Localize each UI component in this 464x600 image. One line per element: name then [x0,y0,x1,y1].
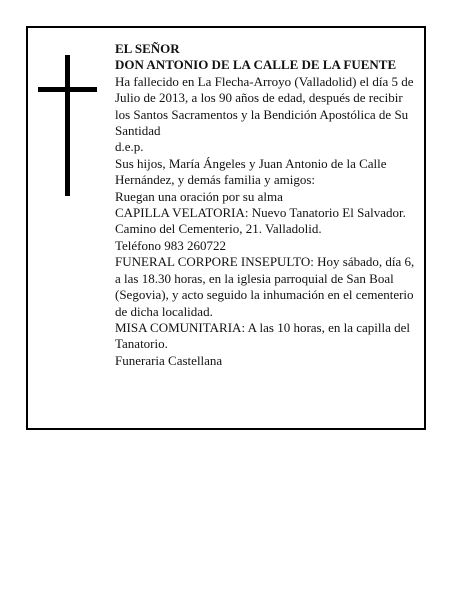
cross-icon [38,55,97,196]
obituary-notice [26,26,426,430]
family-text: Sus hijos, María Ángeles y Juan Antonio de la Calle Hernández, y demás familia y amigos: [115,155,387,188]
funeral-info: FUNERAL CORPORE INSEPULTO: Hoy sábado, día 6, a las 18.30 horas, en la iglesia parroquial de San Boal (Segovia), y acto seguido la inhumación en el cementerio de dicha localidad. [115,254,415,319]
funeral-home: Funeraria Castellana [115,352,223,368]
prayer-request: Ruegan una oración por su alma [115,188,283,204]
notice-title: EL SEÑOR [115,41,180,56]
mass-info: MISA COMUNITARIA: A las 10 horas, en la capilla del Tanatorio. [115,319,411,352]
phone-info: Teléfono 983 260722 [115,237,227,253]
chapel-info: CAPILLA VELATORIA: Nuevo Tanatorio El Salvador. Camino del Cementerio, 21. Valladolid. [115,205,406,237]
death-info: Ha fallecido en La Flecha-Arroyo (Valladolid) el día 5 de Julio de 2013, a los 90 años de edad, después de recibir los Santos Sacramentos y la Bendición Apostólica de Su Santidad [115,73,414,139]
deceased-name: DON ANTONIO DE LA CALLE DE LA FUENTE [115,57,397,73]
cross-horizontal-bar [38,87,97,92]
cross-vertical-bar [65,55,70,196]
rip-text: d.e.p. [115,139,144,155]
notice-text [115,41,421,369]
